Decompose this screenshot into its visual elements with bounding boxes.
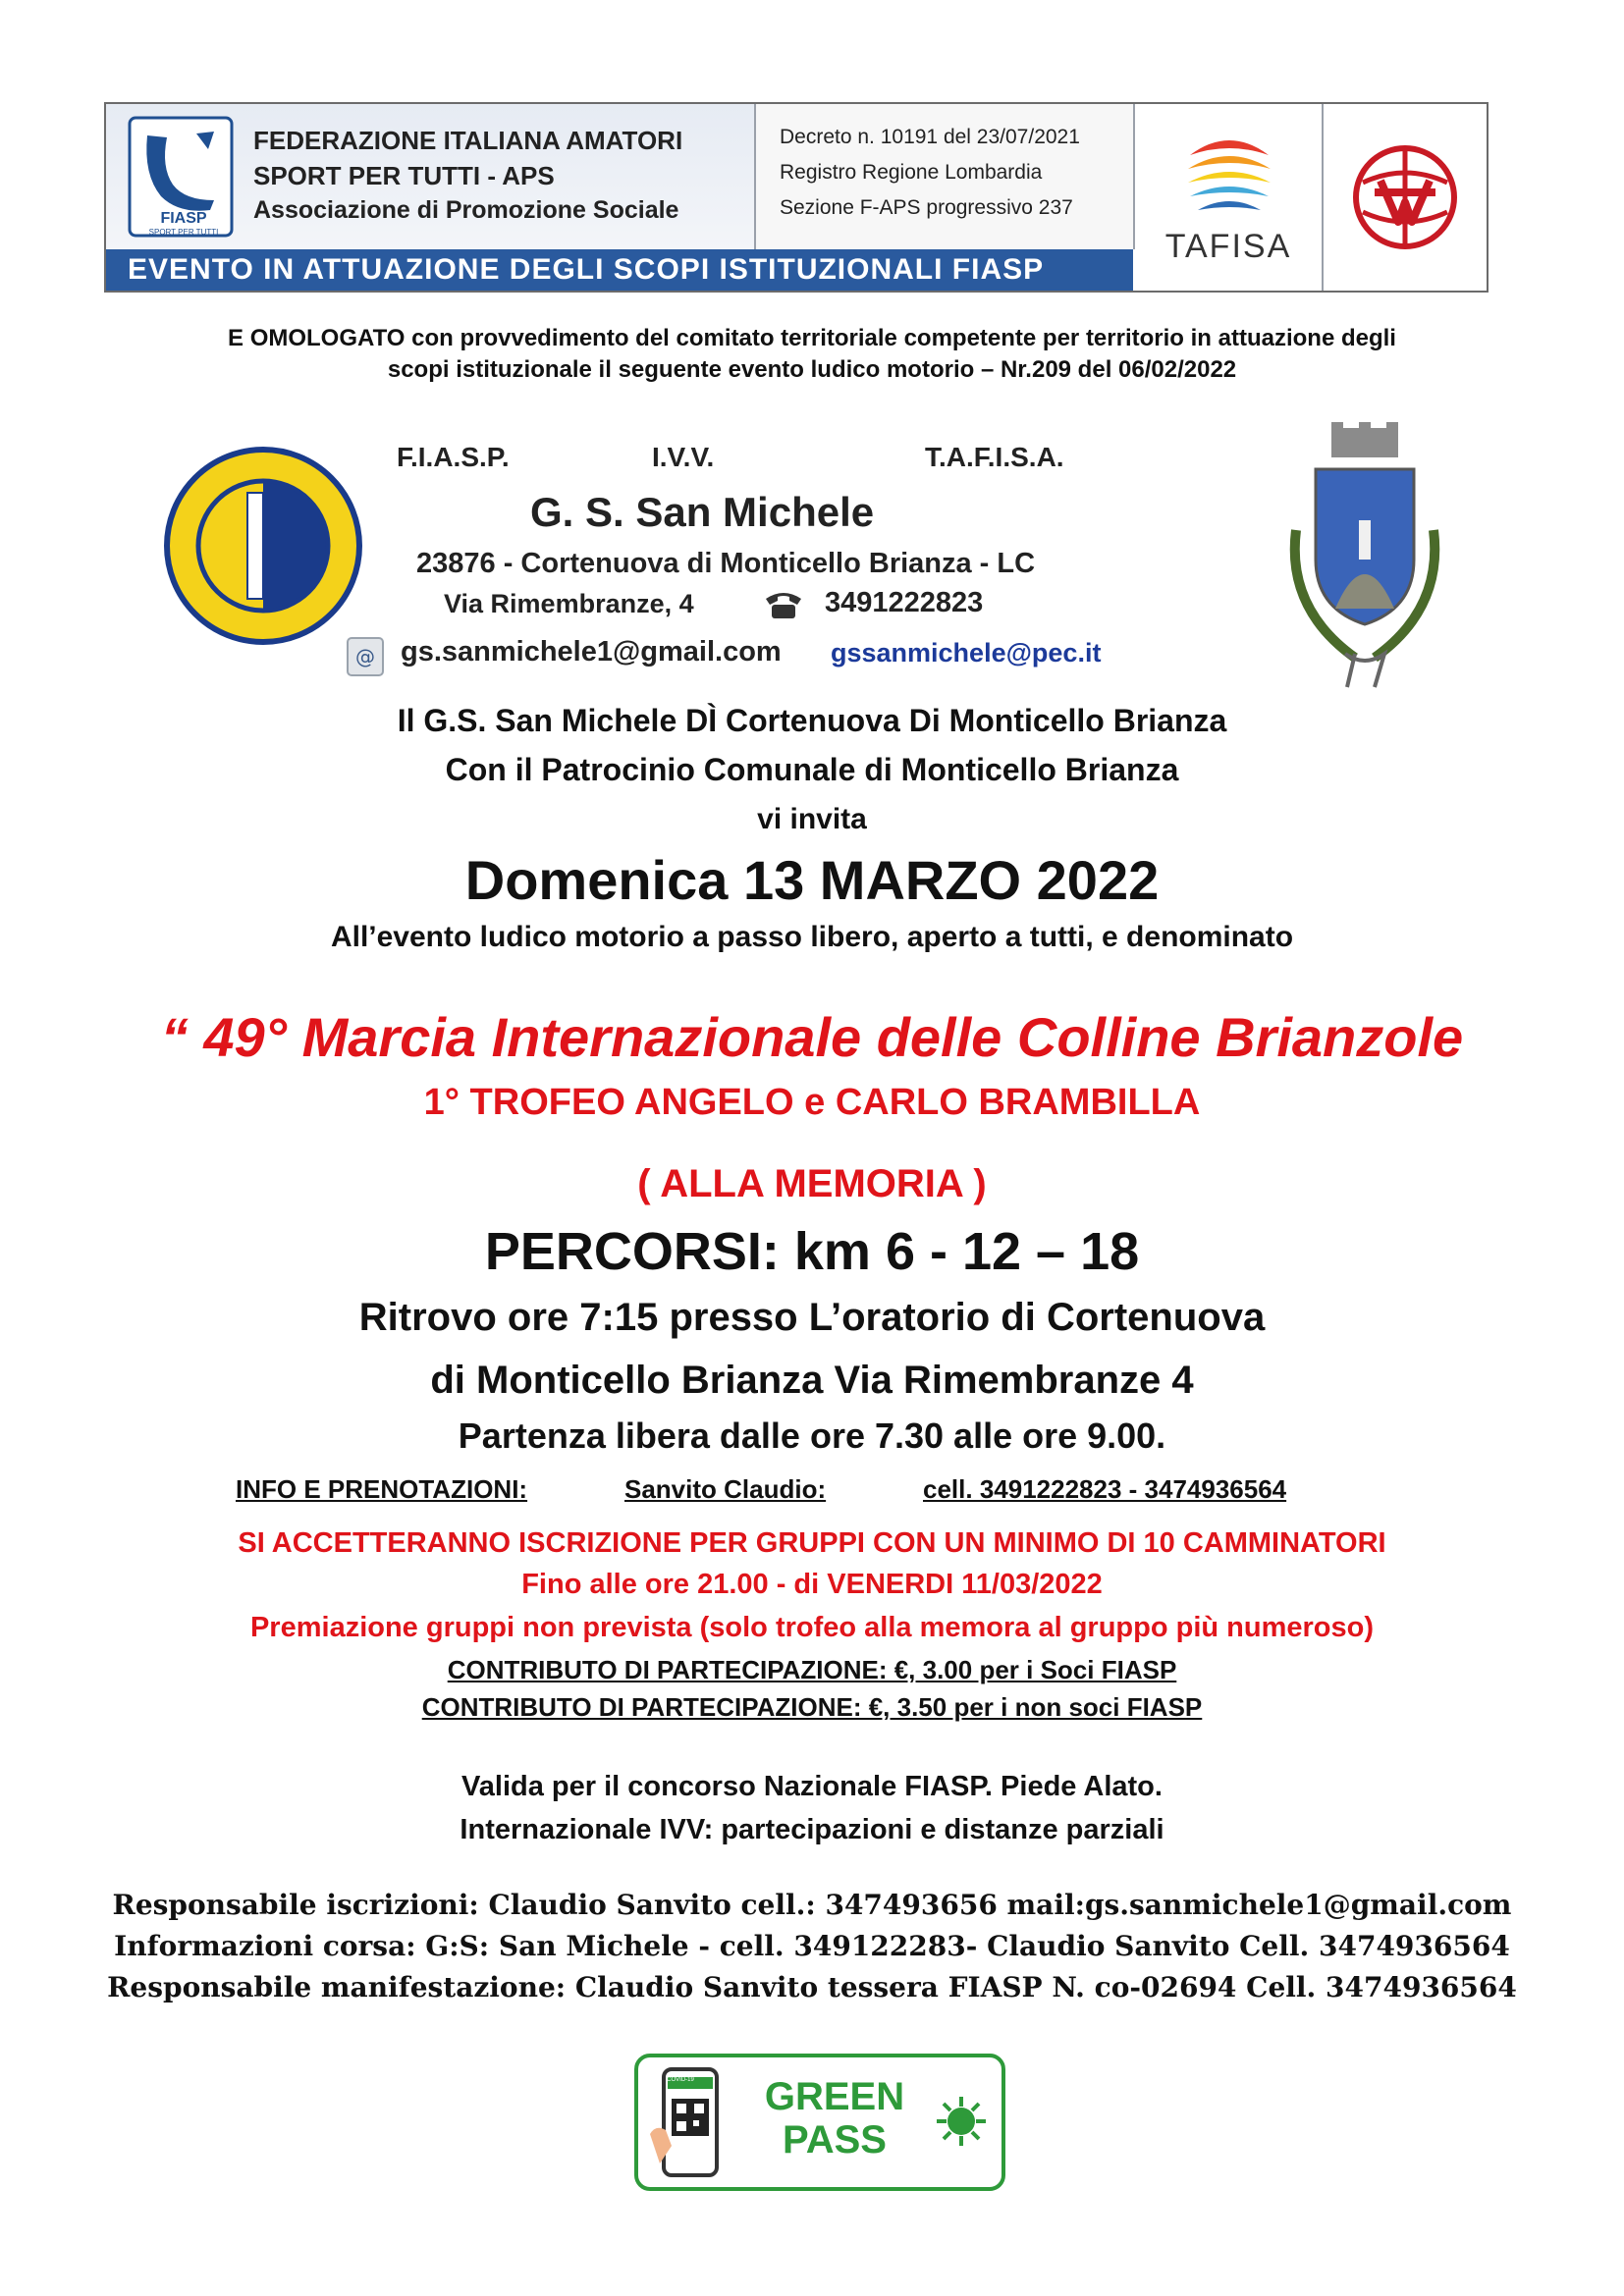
contribution-members: CONTRIBUTO DI PARTECIPAZIONE: €, 3.00 per i Soci FIASP	[447, 1655, 1177, 1684]
org-email: gs.sanmichele1@gmail.com	[401, 636, 782, 667]
event-percorsi: PERCORSI: km 6 - 12 – 18	[484, 1222, 1140, 1281]
invite-line3: vi invita	[757, 803, 867, 835]
invite-line4: All’evento ludico motorio a passo libero, aperto a tutti, e denominato	[330, 921, 1294, 953]
event-trophy: 1° TROFEO ANGELO e CARLO BRAMBILLA	[423, 1082, 1201, 1123]
decree-block	[756, 104, 1135, 249]
fiasp-federation-block	[106, 104, 756, 249]
ivv-block	[1324, 104, 1487, 291]
valid-line1: Valida per il concorso Nazionale FIASP. Piede Alato.	[461, 1771, 1163, 1802]
federation-name-line1: FEDERAZIONE ITALIANA AMATORI	[253, 126, 683, 155]
valid-line2: Internazionale IVV: partecipazioni e distanze parziali	[460, 1814, 1164, 1845]
telephone-icon	[762, 589, 805, 620]
decree-line1: Decreto n. 10191 del 23/07/2021	[780, 126, 1080, 148]
email-icon	[346, 634, 385, 677]
federation-name-line2: SPORT PER TUTTI - APS	[253, 161, 555, 190]
fiasp-logo-text: FIASP	[160, 210, 207, 227]
gs-san-michele-logo	[163, 446, 363, 646]
org-address: 23876 - Cortenuova di Monticello Brianza - LC	[416, 548, 1036, 579]
org-tafisa-label: T.A.F.I.S.A.	[925, 442, 1064, 472]
decree-line2: Registro Regione Lombardia	[780, 161, 1043, 184]
virus-icon	[933, 2093, 990, 2150]
groups-line1: SI ACCETTERANNO ISCRIZIONE PER GRUPPI CON UN MINIMO DI 10 CAMMINATORI	[238, 1527, 1386, 1559]
info-name: Sanvito Claudio:	[624, 1474, 827, 1504]
org-fiasp-label: F.I.A.S.P.	[397, 442, 510, 472]
invite-line2: Con il Patrocinio Comunale di Monticello Brianza	[445, 752, 1179, 787]
responsabile-iscrizioni: Responsabile iscrizioni: Claudio Sanvito cell.: 347493656 mail:gs.sanmichele1@gmail.com	[112, 1889, 1512, 1921]
decree-line3: Sezione F-APS progressivo 237	[780, 196, 1073, 219]
fiasp-logo-subtext: SPORT PER TUTTI	[148, 228, 219, 237]
omologato-line2: scopi istituzionale il seguente evento ludico motorio – Nr.209 del 06/02/2022	[387, 356, 1237, 383]
tafisa-label: TAFISA	[1164, 228, 1292, 265]
event-title: “ 49° Marcia Internazionale delle Colline Brianzole	[160, 1006, 1464, 1068]
contribution-non-members: CONTRIBUTO DI PARTECIPAZIONE: €, 3.50 per i non soci FIASP	[421, 1692, 1203, 1722]
groups-line3: Premiazione gruppi non prevista (solo trofeo alla memora al gruppo più numeroso)	[249, 1612, 1375, 1643]
tafisa-logo	[1180, 126, 1278, 224]
event-date: Domenica 13 MARZO 2022	[464, 849, 1160, 911]
info-label: INFO E PRENOTAZIONI:	[236, 1474, 528, 1504]
responsabile-manifestazione: Responsabile manifestazione: Claudio Sanvito tessera FIASP N. co-02694 Cell. 3474936564	[107, 1971, 1517, 2003]
groups-line2: Fino alle ore 21.00 - di VENERDI 11/03/2022	[521, 1569, 1103, 1600]
federation-name-line3: Associazione di Promozione Sociale	[253, 196, 679, 224]
org-pec: gssanmichele@pec.it	[831, 638, 1102, 667]
org-name: G. S. San Michele	[530, 489, 875, 535]
informazioni-corsa: Informazioni corsa: G:S: San Michele - cell. 349122283- Claudio Sanvito Cell. 3474936564	[114, 1930, 1510, 1962]
event-ritrovo-line1: Ritrovo ore 7:15 presso L’oratorio di Cortenuova	[358, 1296, 1266, 1339]
green-pass-line2: PASS	[783, 2118, 887, 2162]
monticello-coat-of-arms	[1276, 422, 1453, 697]
institutional-event-strip: EVENTO IN ATTUAZIONE DEGLI SCOPI ISTITUZIONALI FIASP	[106, 249, 1133, 291]
ivv-logo	[1351, 143, 1459, 251]
omologato-line1: E OMOLOGATO con provvedimento del comitato territoriale competente per territorio in attuazione degli	[228, 325, 1396, 351]
event-memory: ( ALLA MEMORIA )	[637, 1162, 987, 1205]
event-ritrovo-line2: di Monticello Brianza Via Rimembranze 4	[430, 1359, 1194, 1402]
info-cell: cell. 3491222823 - 3474936564	[923, 1474, 1287, 1504]
org-ivv-label: I.V.V.	[652, 442, 715, 472]
svg-text:@: @	[355, 645, 375, 668]
green-pass-badge	[634, 2054, 1005, 2191]
event-partenza: Partenza libera dalle ore 7.30 alle ore 9.00.	[458, 1415, 1166, 1456]
org-street: Via Rimembranze, 4	[444, 589, 694, 618]
org-phone: 3491222823	[825, 587, 984, 618]
green-pass-line1: GREEN	[764, 2075, 905, 2118]
phone-label: COVID-19	[667, 2077, 694, 2083]
tafisa-block	[1135, 104, 1324, 291]
fiasp-header-banner	[104, 102, 1489, 293]
invite-line1: Il G.S. San Michele DÌ Cortenuova Di Monticello Brianza	[397, 703, 1227, 738]
